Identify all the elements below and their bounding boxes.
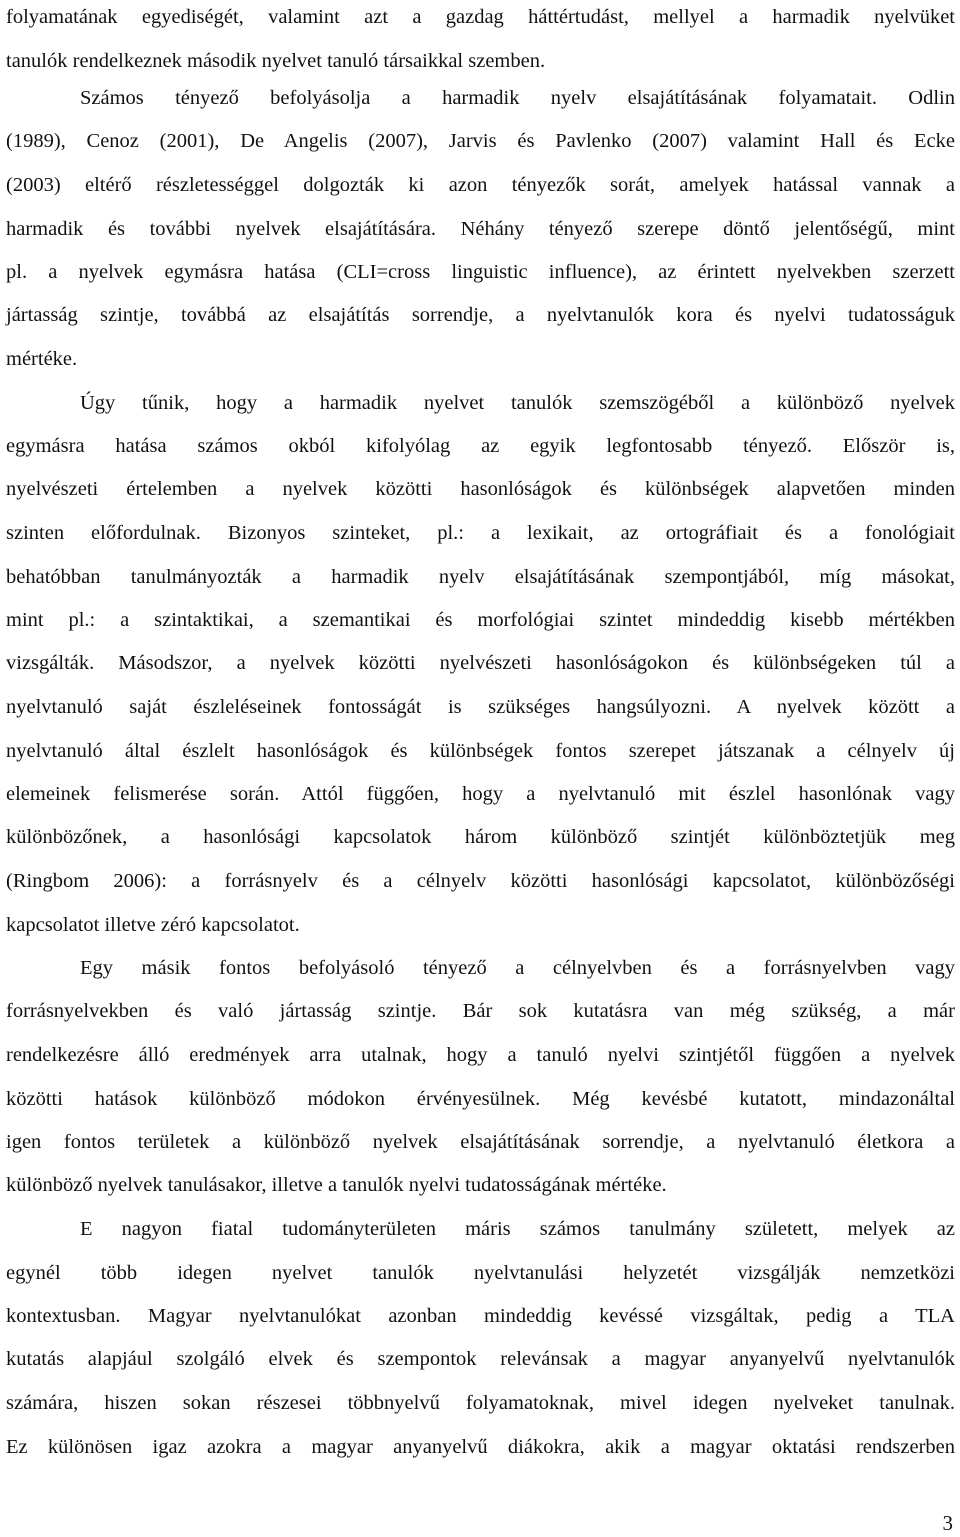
text-line: Úgy tűnik, hogy a harmadik nyelvet tanulók szemszögéből a különböző nyelvek: [80, 392, 955, 414]
text-line: elemeinek felismerése során. Attól függően, hogy a nyelvtanuló mit észlel hasonlónak vagy: [6, 783, 955, 805]
page-number: 3: [942, 1511, 953, 1535]
text-line: harmadik és további nyelvek elsajátítására. Néhány tényező szerepe döntő jelentőségű, mint: [6, 218, 955, 240]
text-line: egynél több idegen nyelvet tanulók nyelvtanulási helyzetét vizsgálják nemzetközi: [6, 1262, 955, 1284]
text-line: számára, hiszen sokan részesei többnyelvű folyamatoknak, mivel idegen nyelveket tanulnak.: [6, 1392, 955, 1414]
text-line: igen fontos területek a különböző nyelvek elsajátításának sorrendje, a nyelvtanuló életkora a: [6, 1131, 955, 1153]
text-line: egymásra hatása számos okból kifolyólag az egyik legfontosabb tényező. Először is,: [6, 435, 955, 457]
text-line: Számos tényező befolyásolja a harmadik nyelv elsajátításának folyamatait. Odlin: [80, 87, 955, 109]
text-line: nyelvészeti értelemben a nyelvek közötti hasonlóságok és különbségek alapvetően minden: [6, 478, 955, 500]
text-line: kontextusban. Magyar nyelvtanulókat azonban mindeddig kevéssé vizsgáltak, pedig a TLA: [6, 1305, 955, 1327]
text-line: pl. a nyelvek egymásra hatása (CLI=cross linguistic influence), az érintett nyelvekben szerzett: [6, 261, 955, 283]
text-line: különböző nyelvek tanulásakor, illetve a tanulók nyelvi tudatosságának mértéke.: [6, 1174, 667, 1196]
text-line: nyelvtanuló által észlelt hasonlóságok és különbségek fontos szerepet játszanak a célnyelv új: [6, 740, 955, 762]
text-line: E nagyon fiatal tudományterületen máris számos tanulmány született, melyek az: [80, 1218, 955, 1240]
text-line: rendelkezésre álló eredmények arra utalnak, hogy a tanuló nyelvi szintjétől függően a nyelvek: [6, 1044, 955, 1066]
text-line: (Ringbom 2006): a forrásnyelv és a célnyelv közötti hasonlósági kapcsolatot, különbözőségi: [6, 870, 955, 892]
text-line: vizsgálták. Másodszor, a nyelvek közötti nyelvészeti hasonlóságokon és különbségeken túl a: [6, 652, 955, 674]
text-line: kutatás alapjául szolgáló elvek és szempontok relevánsak a magyar anyanyelvű nyelvtanulók: [6, 1348, 955, 1370]
text-line: mértéke.: [6, 348, 78, 370]
text-line: Egy másik fontos befolyásoló tényező a célnyelvben és a forrásnyelvben vagy: [80, 957, 955, 979]
text-line: folyamatának egyediségét, valamint azt a gazdag háttértudást, mellyel a harmadik nyelvüket: [6, 6, 955, 28]
text-line: szinten előfordulnak. Bizonyos szinteket, pl.: a lexikait, az ortográfiait és a fonológiait: [6, 522, 955, 544]
text-line: kapcsolatot illetve zéró kapcsolatot.: [6, 914, 300, 936]
text-line: jártasság szintje, továbbá az elsajátítás sorrendje, a nyelvtanulók kora és nyelvi tudatosságuk: [6, 304, 955, 326]
text-line: közötti hatások különböző módokon érvényesülnek. Még kevésbé kutatott, mindazonáltal: [6, 1088, 955, 1110]
text-line: behatóbban tanulmányozták a harmadik nyelv elsajátításának szempontjából, míg másokat,: [6, 566, 955, 588]
text-line: nyelvtanuló saját észleléseinek fontosságát is szükséges hangsúlyozni. A nyelvek között a: [6, 696, 955, 718]
text-line: Ez különösen igaz azokra a magyar anyanyelvű diákokra, akik a magyar oktatási rendszerben: [6, 1436, 955, 1458]
text-line: tanulók rendelkeznek második nyelvet tanuló társaikkal szemben.: [6, 50, 546, 72]
text-line: (2003) eltérő részletességgel dolgozták ki azon tényezők sorát, amelyek hatással vannak a: [6, 174, 955, 196]
text-line: mint pl.: a szintaktikai, a szemantikai és morfológiai szintet mindeddig kisebb mértékben: [6, 609, 955, 631]
text-line: különbözőnek, a hasonlósági kapcsolatok három különböző szintjét különböztetjük meg: [6, 826, 955, 848]
text-line: forrásnyelvekben és való jártasság szintje. Bár sok kutatásra van még szükség, a már: [6, 1000, 955, 1022]
text-line: (1989), Cenoz (2001), De Angelis (2007), Jarvis és Pavlenko (2007) valamint Hall és Ecke: [6, 130, 955, 152]
